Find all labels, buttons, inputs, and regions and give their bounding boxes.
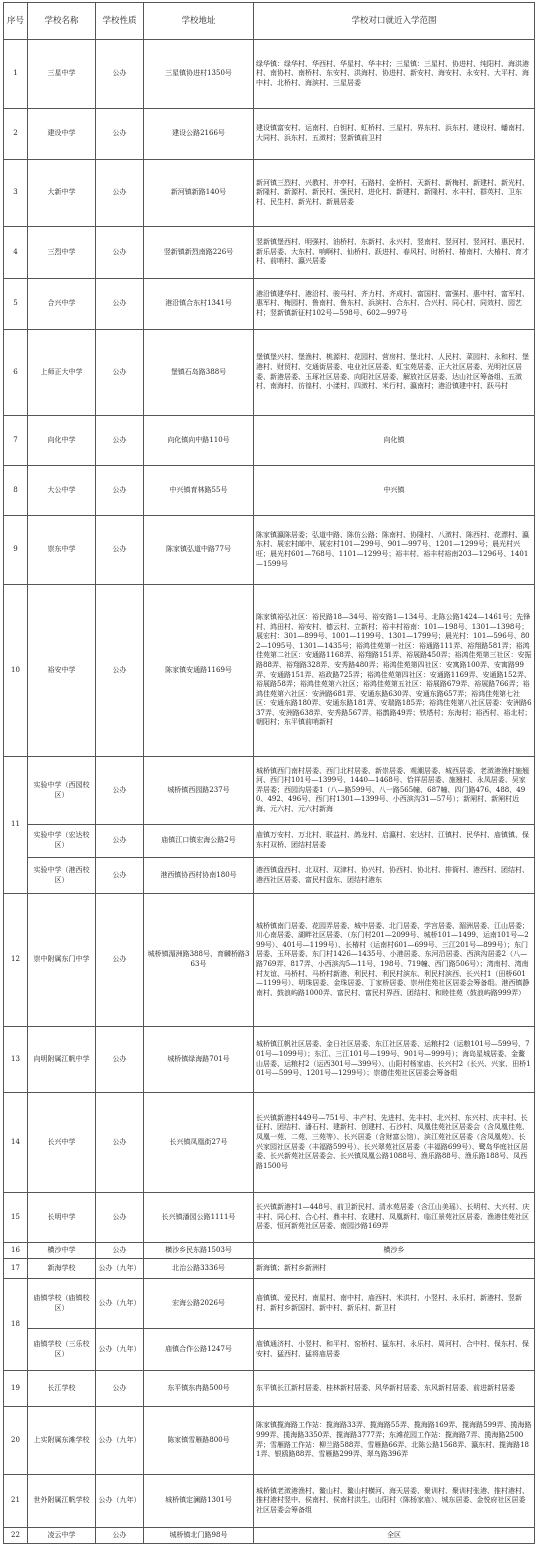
cell-school-type: 公办（九年） (96, 1279, 144, 1329)
table-row (4, 757, 535, 825)
cell-admission-scope: 绿华镇：绿华村、华西村、华星村、华丰村；三星镇：三星村、协进村、纯阳村、海洪港村、南协村、南桥村、东安村、洪海村、协进村、新安村、海安村、永安村、大平村、海中村、北桥村、海滨村、三星居委 (254, 40, 535, 109)
table-row (4, 227, 535, 279)
table-row (4, 109, 535, 160)
cell-school-address: 新河镇新路140号 (144, 160, 254, 227)
cell-admission-scope: 长兴镇新港村1—448号、前卫新民村、清水苑居委（含江山美瑶）、长明村、大兴村、庆丰村、同心村、合心村、鼎丰村、农建村、凤凰新村、临江景苑社区居委、渔港佳苑社区居委、恒河新苑社区居委、南园沙路169弄 (254, 1193, 535, 1243)
cell-index: 2 (4, 109, 28, 160)
admissions-table-document (3, 2, 534, 1544)
cell-admission-scope: 长兴镇新港村449号—751号、丰产村、先进村、先丰村、北兴村、东兴村、庆丰村、长征村、团结村、潘石村、建新村、创建村、石沙村、凤凰佳苑社区居委会（含凤凰佳苑、凤凰一苑、二苑、三苑等）、长兴居委（含财富公馆）、滨江苑社区居委（含凤凰苑）、长兴家园社区居委（丰福路599号）、长兴翠苑社区居委（丰福路699号）、鹭岛华庭社区居委、长兴新苑社区居委会、长兴镇凤凰公路1088号、渔乐路88号、渔乐路188号、凤西路1500号 (254, 1093, 535, 1193)
cell-school-name: 向化中学 (28, 416, 96, 466)
cell-index: 14 (4, 1093, 28, 1193)
cell-admission-scope: 新河镇三烈村、兴教村、井亭村、石路村、金桥村、天新村、新梅村、新建村、新光村、新隆村、新源村、新民村、强民村、进化村、新建村、新隆村、水丰村、群英村、卫东村、民生村、新光村、新晨居委 (254, 160, 535, 227)
cell-school-address: 城桥镇西园路237号 (144, 757, 254, 825)
cell-admission-scope: 全区 (254, 1528, 535, 1544)
cell-school-name: 世外附属江帆学校 (28, 1475, 96, 1528)
cell-school-name: 建设中学 (28, 109, 96, 160)
cell-index: 17 (4, 1259, 28, 1279)
cell-school-type: 公办（九年） (96, 1475, 144, 1528)
cell-school-address: 堡镇石岛路388号 (144, 330, 254, 416)
cell-school-name: 庙镇学校（庙镇校区） (28, 1279, 96, 1329)
cell-school-address: 长兴镇凤凰街27号 (144, 1093, 254, 1193)
school-admission-table (3, 2, 535, 1544)
cell-school-type: 公办（九年） (96, 1407, 144, 1475)
cell-admission-scope: 庙镇通济村、小竖村、和平村、窑桥村、猛东村、永乐村、周河村、合中村、保东村、保安村、猛西村、猛将庙居委 (254, 1329, 535, 1371)
cell-school-type: 公办 (96, 825, 144, 858)
table-row (4, 466, 535, 516)
cell-school-name: 向明附属江帆中学 (28, 1027, 96, 1093)
cell-school-name: 实验中学（港西校区） (28, 858, 96, 894)
cell-school-address: 城桥镇湄洲路388号、育麟桥路363号 (144, 894, 254, 1027)
cell-school-address: 向化镇向中路110号 (144, 416, 254, 466)
table-row (4, 1093, 535, 1193)
table-row (4, 1407, 535, 1475)
cell-school-name: 长江学校 (28, 1371, 96, 1407)
cell-school-address: 庙镇江口镇宏海公路2号 (144, 825, 254, 858)
cell-index: 1 (4, 40, 28, 109)
table-row (4, 330, 535, 416)
cell-school-address: 城桥镇定澜路1301号 (144, 1475, 254, 1528)
header-index: 序号 (4, 3, 28, 40)
cell-school-address: 建设公路2166号 (144, 109, 254, 160)
cell-admission-scope: 城桥镇西门南村居委、西门北村居委、新崇居委、观潮居委、城西居委、老滧港渔村施翘河、西门村101号—1399号、1440—1468号、恰祥居居委、施翘村、永凤居委、吴家弄居委；西园沟居委1（八—路599号、八一路565幢、687幢、四门路476、488、490、492、496号、西门村1301—1399号、小西滨沟31—57号）；新闸村、新闸村近海、元六村、元六村新海 (254, 757, 535, 825)
header-admission-scope: 学校对口就近入学范围 (254, 3, 535, 40)
cell-school-address: 城桥镇北门路98号 (144, 1528, 254, 1544)
cell-admission-scope: 向化镇 (254, 416, 535, 466)
cell-index: 7 (4, 416, 28, 466)
cell-school-name: 崇中附属东门中学 (28, 894, 96, 1027)
cell-index: 9 (4, 516, 28, 585)
cell-school-name: 横沙中学 (28, 1243, 96, 1259)
cell-school-name: 上师正大中学 (28, 330, 96, 416)
cell-school-name: 三烈中学 (28, 227, 96, 279)
cell-school-type: 公办 (96, 160, 144, 227)
cell-index: 20 (4, 1407, 28, 1475)
cell-school-type: 公办 (96, 109, 144, 160)
cell-school-type: 公办 (96, 1193, 144, 1243)
cell-school-address: 庙镇合作公路1247号 (144, 1329, 254, 1371)
cell-admission-scope: 竖新镇堡西村、明强村、油桥村、东新村、永兴村、竖南村、竖河村、竖河村、惠民村、新乐居委、大东村、响啊村、仙桥村、跃进村、春风村、时桥村、椿南村、大椿村、育才村、前哨村、瀛兴居委 (254, 227, 535, 279)
cell-school-type: 公办 (96, 585, 144, 757)
table-row (4, 160, 535, 227)
cell-school-address: 竖新镇新烈南路226号 (144, 227, 254, 279)
table-row (4, 585, 535, 757)
cell-admission-scope: 横沙乡 (254, 1243, 535, 1259)
table-header-row (4, 3, 535, 40)
cell-index: 3 (4, 160, 28, 227)
cell-admission-scope: 堡镇堡兴村、堡渔村、桃源村、花园村、营房村、堡北村、人民村、菜园村、永和村、堡港村、财贸村、交通街居委、电业社区居委、虹宝苑居委、正大社区居委、光明社区居委、新港居委、玉琢社区居委、向阳社区居委、解放社区居委、达山社区筹备组、五滧村、南海村、彷徨村、小漾村、四滧村、米行村、瀛南村；港沿镇建中村、跃马村 (254, 330, 535, 416)
cell-admission-scope: 港西镇盘西村、北双村、双津村、协兴村、协西村、协北村、排衙村、港西村、团结村、港西社区居委、富民村盘东、团结村港东 (254, 858, 535, 894)
cell-school-type: 公办 (96, 227, 144, 279)
cell-admission-scope: 港沿镇建华村、港沿村、骏马村、齐力村、齐成村、富国村、富强村、惠中村、富军村、惠军村、梅园村、鲁南村、鲁东村、浜滨村、合东村、合兴村、同心村、同效村、园艺村；竖新镇新征村102号—598号、602—997号 (254, 279, 535, 330)
table-row (4, 1193, 535, 1243)
cell-index: 18 (4, 1279, 28, 1371)
cell-index: 15 (4, 1193, 28, 1243)
cell-school-address: 港西镇协西村协南180号 (144, 858, 254, 894)
cell-school-type: 公办 (96, 1371, 144, 1407)
cell-school-type: 公办 (96, 1528, 144, 1544)
cell-admission-scope: 陈家镇裕弘社区：裕民路18—34号、裕安路1—134号、北陈公路1424—1461号；先锋村、鸿田村、裕安村、德云村、立新村；裕丰村裕南：101—198号、1301—1398号；展宏村：301—899号、1001—1199号、1301—1799号；晨光村：101—596号、802—1095号、1301—1435号；裕鸿佳苑第一社区：裕通路111弄、裕翔路581弄；裕鸿佳苑第二社区：安通路1168弄、裕翔路151弄、裕展路450弄；裕鸿佳苑第三社区：安振路88弄、裕翔路328弄、安秀路480弄；裕鸿佳苑第四社区：安寓路100弄、安寓路99弄、安通路151弄、裕政路725弄；裕鸿佳苑第四社区：安通路1169弄、安通路152弄、裕展路58弄；裕鸿佳苑第六社区；裕鸿佳苑第五社区：裕展路679弄、裕展路766弄；裕鸿佳苑第六社区：安洲路681弄、安通东路630弄、安通东路657弄；裕鸿佳苑第七社区：安通东路180弄、安通东路181弄、安瑞路185弄；裕鸿佳苑第八社区居委：安洲路637弄、安洲路638弄、安秀路567弄、裕鹊路49弄；铁塔村；东海村；裕西村、裕北村；朝阳村；东平镇前哨新村 (254, 585, 535, 757)
table-row (4, 825, 535, 858)
cell-school-name: 实验中学（宏达校区） (28, 825, 96, 858)
cell-admission-scope: 中兴镇 (254, 466, 535, 516)
table-row (4, 516, 535, 585)
cell-school-address: 横沙乡民东路1503号 (144, 1243, 254, 1259)
cell-school-type: 公办 (96, 516, 144, 585)
table-body (4, 40, 535, 1544)
cell-admission-scope: 新海镇；新村乡新洲村 (254, 1259, 535, 1279)
cell-index: 16 (4, 1243, 28, 1259)
cell-index: 10 (4, 585, 28, 757)
table-row (4, 894, 535, 1027)
cell-school-address: 东平镇东冉路500号 (144, 1371, 254, 1407)
header-school-name: 学校名称 (28, 3, 96, 40)
cell-school-address: 宏海公路2026号 (144, 1279, 254, 1329)
table-row (4, 1475, 535, 1528)
cell-school-name: 庙镇学校（三乐校区） (28, 1329, 96, 1371)
cell-school-address: 港沿镇合东村1341号 (144, 279, 254, 330)
cell-school-type: 公办 (96, 330, 144, 416)
cell-school-name: 长兴中学 (28, 1093, 96, 1193)
cell-index: 21 (4, 1475, 28, 1528)
cell-admission-scope: 陈家镇揽海路工作站：揽海路33弄、揽海路55弄、揽海路169弄、揽海路599弄、揽海路999弄、揽海路3350弄、揽海路3777弄；东滩花园工作站：揽海路7弄、揽海路2500弄；雪雁路工作站：柳兰路588弄、雪雁路66弄、北陈公路1568弄、瀛东村、揽海路181弄、银鸥路88弄、雪雁路299弄、翠鸟路396弄 (254, 1407, 535, 1475)
cell-admission-scope: 庙镇镇、爱民村、南星村、南中村、庙西村、米洪村、小竖村、永乐村、新港村、竖新村、新村乡新国村、新中村、新乐村、新卫村 (254, 1279, 535, 1329)
table-row (4, 416, 535, 466)
cell-school-type: 公办 (96, 1243, 144, 1259)
table-row (4, 1329, 535, 1371)
cell-admission-scope: 城桥镇南门居委、花园弄居委、城中居委、北门居委、学宫居委、湄洲居委、江山居委；川心南居委、湖畔社区居委、（东门村201—2099号、城桥101—1499、运南101号—299号）、401号—1199号）、长椿村（运南村601—699号、三江201号—899号）；东门居委、玉环居委、东门村1426—1435号、小港居委、东河沿居委、西滨沟居委2（八—路769弄、817弄、小西滨沟5—11号、198号、719幢、西门路506号）；湾南村、湾南村友谊、马桥村、马桥村新港、利民村、利民村滨东、利民村滨西、长兴村1（田桥601—1199号）、明珠居委、金珠居委、丁家桥居委、崇州佳苑社区居委会筹备组。港西镇静南村、鼓浪屿路1000弄、富民村、富民村界西、团结村、和睦佳苑（鼓浪屿路999弄） (254, 894, 535, 1027)
cell-school-name: 实验中学（西园校区） (28, 757, 96, 825)
cell-school-address: 陈家镇安通路1169号 (144, 585, 254, 757)
cell-index: 4 (4, 227, 28, 279)
cell-school-name: 长明中学 (28, 1193, 96, 1243)
cell-school-type: 公办 (96, 40, 144, 109)
cell-index: 12 (4, 894, 28, 1027)
cell-school-type: 公办（九年） (96, 1259, 144, 1279)
table-row (4, 1279, 535, 1329)
cell-school-address: 长兴镇潘园公路1111号 (144, 1193, 254, 1243)
cell-admission-scope: 城桥镇老滧港渔村、鳌山村、鳌山村横河、海天居委、聚训村、聚训村张港、推村港村、推村港村竖中、侯南村、侯南村洪生、山阳村（陈杨家庙）、城东居委、金悦府社区居委社区居委会筹备组 (254, 1475, 535, 1528)
cell-school-name: 大公中学 (28, 466, 96, 516)
table-row (4, 1371, 535, 1407)
table-row (4, 858, 535, 894)
cell-index: 5 (4, 279, 28, 330)
cell-index: 11 (4, 757, 28, 894)
cell-school-type: 公办 (96, 1027, 144, 1093)
cell-school-type: 公办 (96, 279, 144, 330)
cell-school-name: 凌云中学 (28, 1528, 96, 1544)
cell-admission-scope: 建设镇富安村、运南村、白钥村、虹桥村、三星村、界东村、浜东村、建设村、蟠南村、大同村、浜东村、五滧村；竖新镇前卫村 (254, 109, 535, 160)
table-row (4, 1259, 535, 1279)
cell-school-name: 崇东中学 (28, 516, 96, 585)
cell-school-type: 公办 (96, 757, 144, 825)
cell-school-type: 公办 (96, 858, 144, 894)
cell-admission-scope: 城桥镇江帆社区居委、金日社区居委、东江社区居委、运粮村2（运粮101号—599号、701号—1099号）；东江、三江101号—199号、901号—999号）；海岛星城居委、金鳌山居委、运粮村2（运西301号—399号）、山阳村杨家庙、长兴村2（长兴、兴家、田桥101号—599号、1201号—1299号）；崇德佳苑社区居委会筹备组 (254, 1027, 535, 1093)
cell-school-address: 三星镇协进村1350号 (144, 40, 254, 109)
cell-index: 19 (4, 1371, 28, 1407)
cell-school-address: 城桥镇绿海路701号 (144, 1027, 254, 1093)
cell-admission-scope: 庙镇万安村、万北村、联益村、鸽龙村、启瀛村、宏达村、江镇村、民华村、庙镇镇、保东村双桥、团结村居委 (254, 825, 535, 858)
cell-index: 8 (4, 466, 28, 516)
cell-school-address: 陈家镇雪雁路800号 (144, 1407, 254, 1475)
cell-index: 13 (4, 1027, 28, 1093)
cell-school-type: 公办 (96, 416, 144, 466)
cell-school-name: 上实附属东滩学校 (28, 1407, 96, 1475)
header-school-type: 学校性质 (96, 3, 144, 40)
table-row (4, 279, 535, 330)
cell-school-address: 陈家镇弘道中路77号 (144, 516, 254, 585)
cell-school-address: 北治公路3336号 (144, 1259, 254, 1279)
cell-index: 22 (4, 1528, 28, 1544)
cell-admission-scope: 陈家镇瀛陈居委；弘道中路、陈仿公路；陈南村、协隆村、八滧村、陈西村、花漂村、瀛东村、展宏村邮中、展宏村101—299号、901—997号、1201—1299号；晨光村兴旺；晨光村601—768号、1101—1299号；裕丰村、裕丰村裕南203—1296号、1401—1599号 (254, 516, 535, 585)
cell-school-type: 公办 (96, 466, 144, 516)
cell-admission-scope: 东平镇长江新村居委、桂林新村居委、风华新村居委、东风新村居委、前进新村居委 (254, 1371, 535, 1407)
cell-school-name: 合兴中学 (28, 279, 96, 330)
cell-school-type: 公办 (96, 894, 144, 1027)
cell-school-type: 公办 (96, 1093, 144, 1193)
cell-school-name: 裕安中学 (28, 585, 96, 757)
header-school-address: 学校地址 (144, 3, 254, 40)
table-row (4, 1528, 535, 1544)
table-row (4, 1027, 535, 1093)
cell-school-type: 公办（九年） (96, 1329, 144, 1371)
cell-school-name: 大新中学 (28, 160, 96, 227)
table-row (4, 40, 535, 109)
cell-index: 6 (4, 330, 28, 416)
table-row (4, 1243, 535, 1259)
cell-school-address: 中兴镇育林路55号 (144, 466, 254, 516)
cell-school-name: 三星中学 (28, 40, 96, 109)
cell-school-name: 新海学校 (28, 1259, 96, 1279)
